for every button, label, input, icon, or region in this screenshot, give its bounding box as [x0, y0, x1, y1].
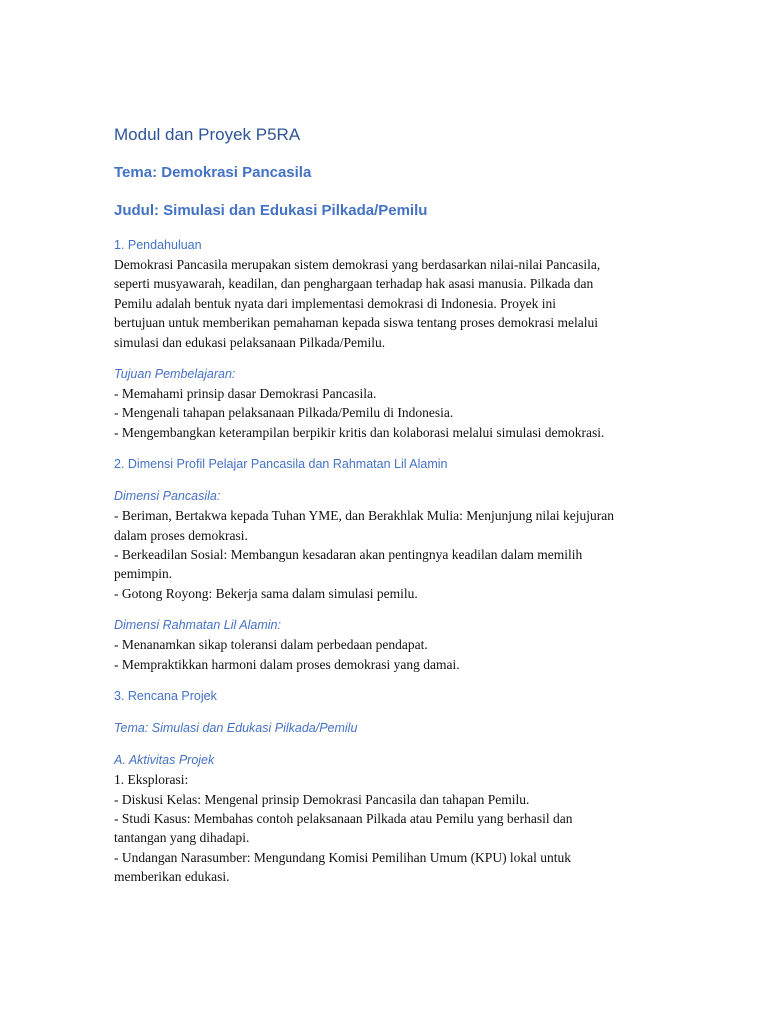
list-item: - Mengembangkan keterampilan berpikir kritis dan kolaborasi melalui simulasi demokrasi. — [114, 424, 605, 440]
dimensi-pancasila-list — [114, 506, 662, 603]
list-item: - Mempraktikkan harmoni dalam proses demokrasi yang damai. — [114, 656, 460, 672]
heading-dimensi-pancasila: Dimensi Pancasila: — [114, 489, 221, 504]
text-line: - Studi Kasus: Membahas contoh pelaksanaan Pilkada atau Pemilu yang berhasil dan — [114, 810, 573, 826]
text-line: dalam proses demokrasi. — [114, 527, 248, 543]
list-item: - Memahami prinsip dasar Demokrasi Pancasila. — [114, 386, 377, 402]
list-item: - Menanamkan sikap toleransi dalam perbedaan pendapat. — [114, 637, 428, 653]
text-line: memberikan edukasi. — [114, 869, 230, 885]
heading-rencana-projek: 3. Rencana Projek — [114, 689, 217, 704]
text-line: Pemilu adalah bentuk nyata dari implementasi demokrasi di Indonesia. Proyek ini — [114, 295, 557, 311]
text-line: simulasi dan edukasi pelaksanaan Pilkada/Pemilu. — [114, 334, 386, 350]
document-content — [114, 122, 662, 887]
text-line: bertujuan untuk memberikan pemahaman kepada siswa tentang proses demokrasi melalui — [114, 315, 598, 331]
text-line: - Berkeadilan Sosial: Membangun kesadaran akan pentingnya keadilan dalam memilih — [114, 547, 583, 563]
heading-aktivitas-projek: A. Aktivitas Projek — [114, 753, 215, 768]
document-judul: Judul: Simulasi dan Edukasi Pilkada/Pemilu — [114, 202, 428, 219]
text-line: tantangan yang dihadapi. — [114, 830, 250, 846]
text-line: - Beriman, Bertakwa kepada Tuhan YME, dan Berakhlak Mulia: Menjunjung nilai kejujuran — [114, 508, 615, 524]
dimensi-rahmatan-list — [114, 635, 662, 674]
list-item: - Mengenali tahapan pelaksanaan Pilkada/Pemilu di Indonesia. — [114, 405, 454, 421]
text-line: - Gotong Royong: Bekerja sama dalam simulasi pemilu. — [114, 585, 418, 601]
text-line: - Undangan Narasumber: Mengundang Komisi Pemilihan Umum (KPU) lokal untuk — [114, 849, 572, 865]
text-line: 1. Eksplorasi: — [114, 772, 189, 788]
heading-tema-projek: Tema: Simulasi dan Edukasi Pilkada/Pemilu — [114, 721, 358, 736]
aktivitas-list — [114, 770, 662, 886]
text-line: pemimpin. — [114, 566, 173, 582]
heading-dimensi: 2. Dimensi Profil Pelajar Pancasila dan Rahmatan Lil Alamin — [114, 457, 448, 472]
tujuan-list — [114, 384, 662, 442]
text-line: - Diskusi Kelas: Mengenal prinsip Demokrasi Pancasila dan tahapan Pemilu. — [114, 791, 530, 807]
pendahuluan-paragraph — [114, 255, 662, 352]
text-line: seperti musyawarah, keadilan, dan penghargaan terhadap hak asasi manusia. Pilkada dan — [114, 276, 594, 292]
document-title: Modul dan Proyek P5RA — [114, 125, 301, 144]
text-line: Demokrasi Pancasila merupakan sistem demokrasi yang berdasarkan nilai-nilai Pancasila, — [114, 257, 601, 272]
heading-dimensi-rahmatan: Dimensi Rahmatan Lil Alamin: — [114, 618, 281, 633]
document-theme: Tema: Demokrasi Pancasila — [114, 164, 312, 181]
heading-tujuan: Tujuan Pembelajaran: — [114, 367, 236, 382]
heading-pendahuluan: 1. Pendahuluan — [114, 238, 202, 252]
